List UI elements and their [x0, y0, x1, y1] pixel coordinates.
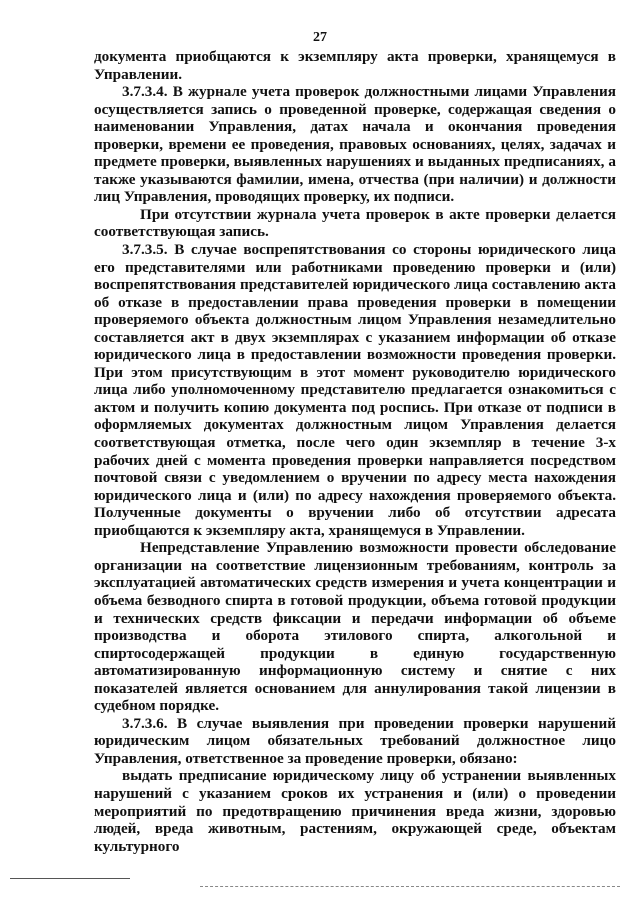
- paragraph-3-7-3-6: 3.7.3.6. В случае выявления при проведении проверки нарушений юридическим лицом обязательных требований должностное лицо Управления, ответственное за проведение проверки, обязано:: [94, 714, 616, 767]
- scan-artifact-line: [200, 886, 620, 887]
- page-number: 27: [313, 30, 327, 45]
- paragraph-no-journal: При отсутствии журнала учета проверок в акте проверки делается соответствующая запись.: [94, 205, 616, 241]
- document-body: [94, 48, 616, 855]
- paragraph-3-7-3-4: 3.7.3.4. В журнале учета проверок должностными лицами Управления осуществляется запись о проведенной проверке, содержащая сведения о наименовании Управления, датах начала и окончания проведения проверки, времени ее проведения, правовых основаниях, целях, задачах и предмете проверки, выявленных нарушениях и выданных предписаниях, а также указываются фамилии, имена, отчества (при наличии) и должности лиц Управления, проводящих проверку, их подписи.: [94, 83, 616, 206]
- paragraph-3-7-3-5: 3.7.3.5. В случае воспрепятствования со стороны юридического лица его представителями или работниками проведению проверки и (или) воспрепятствования представителей юридического лица составлению акта об отказе в предоставлении права проведения проверки в помещении проверяемого объекта должностным лицом Управления незамедлительно составляется акт в двух экземплярах с указанием информации об отказе юридического лица в предоставлении возможности проведения проверки. При этом присутствующим в этот момент руководителю юридического лица либо уполномоченному представителю предлагается ознакомиться с актом и получить копию документа под роспись. При отказе от подписи в оформляемых документах должностным лицом Управления делается соответствующая отметка, после чего один экземпляр в течение 3-х рабочих дней с момента проведения проверки направляется посредством почтовой связи с уведомлением о вручении по адресу места нахождения юридического лица и (или) по адресу нахождения проверяемого объекта. Полученные документы о вручении либо об отсутствии адресата приобщаются к экземпляру акта, хранящемуся в Управлении.: [94, 241, 616, 539]
- paragraph-non-provision: Непредставление Управлению возможности провести обследование организации на соответствие лицензионным требованиям, контроль за эксплуатацией автоматических средств измерения и учета концентрации и объема безводного спирта в готовой продукции, объема готовой продукции и технических средств фиксации и передачи информации об объеме производства и оборота этилового спирта, алкогольной и спиртосодержащей продукции в единую государственную автоматизированную информационную систему и снятие с них показателей является основанием для аннулирования такой лицензии в судебном порядке.: [94, 539, 616, 715]
- paragraph-continuation: документа приобщаются к экземпляру акта проверки, хранящемуся в Управлении.: [94, 48, 616, 83]
- paragraph-issue-order: выдать предписание юридическому лицу об устранении выявленных нарушений с указанием сроков их устранения и (или) о проведении мероприятий по предотвращению причинения вреда жизни, здоровью людей, вреда животным, растениям, окружающей среде, объектам культурного: [94, 767, 616, 855]
- footer-rule: [10, 878, 130, 879]
